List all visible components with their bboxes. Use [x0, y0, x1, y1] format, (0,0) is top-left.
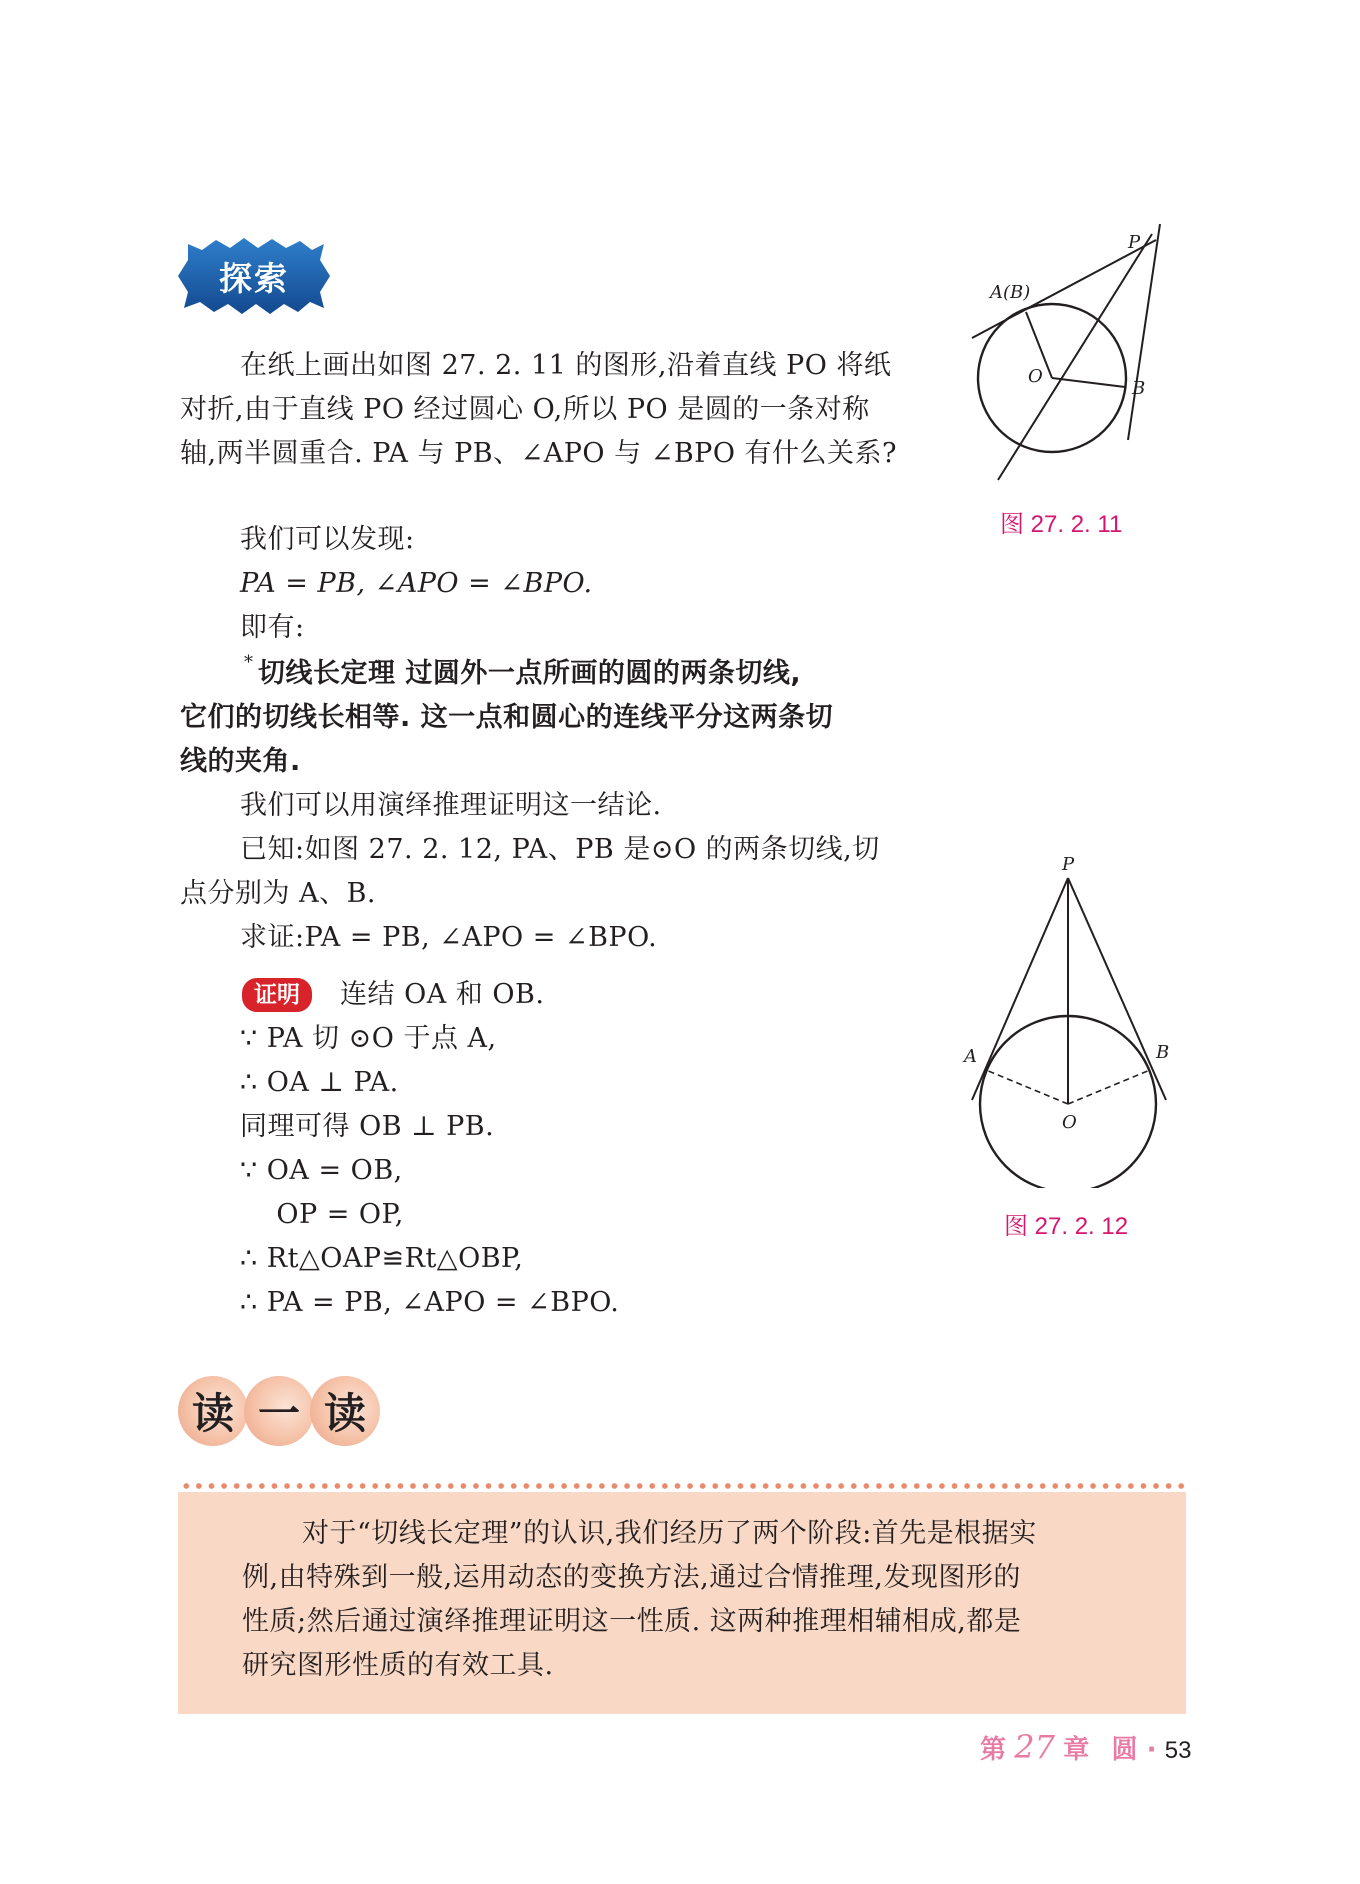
fig1-label-b: B: [1132, 378, 1146, 399]
reading-box: [178, 1492, 1186, 1714]
proof-step-4: ∵ OA = OB,: [240, 1155, 403, 1186]
footer-chapter-prefix: 第: [980, 1735, 1007, 1765]
reading-dotted-divider: [180, 1483, 1185, 1489]
fig2-radius-ob: [1068, 1070, 1150, 1104]
fig2-radius-oa: [986, 1070, 1068, 1104]
reading-line-4: 研究图形性质的有效工具.: [242, 1650, 554, 1681]
given-line-1: 已知:如图 27. 2. 12, PA、PB 是⊙O 的两条切线,切: [240, 834, 880, 865]
proof-step-6: ∴ Rt△OAP≌Rt△OBP,: [240, 1243, 524, 1274]
proof-step-7: ∴ PA = PB, ∠APO = ∠BPO.: [240, 1287, 620, 1318]
given-line-2: 点分别为 A、B.: [180, 878, 377, 909]
fig2-tangent-pb: [1068, 878, 1166, 1100]
footer-page-number: 53: [1164, 1737, 1192, 1764]
footer-chapter-number: 27: [1014, 1728, 1055, 1766]
theorem-line-2: 它们的切线长相等. 这一点和圆心的连线平分这两条切: [180, 702, 834, 733]
figure-27-2-12: [958, 848, 1178, 1188]
fig2-label-b: B: [1156, 1042, 1170, 1063]
fig2-tangent-pa: [972, 878, 1068, 1100]
theorem-star: *: [244, 652, 253, 673]
theorem-line-1: 切线长定理 过圆外一点所画的圆的两条切线,: [258, 658, 802, 689]
finding-intro: 我们可以发现:: [240, 524, 415, 555]
proof-first-step: 连结 OA 和 OB.: [340, 979, 545, 1010]
fig1-radius-ob: [1052, 378, 1125, 387]
intro-line-1: 在纸上画出如图 27. 2. 11 的图形,沿着直线 PO 将纸: [240, 350, 892, 381]
finding-result: PA = PB, ∠APO = ∠BPO.: [240, 568, 593, 599]
finding-so: 即有:: [240, 612, 305, 643]
figure-27-2-12-caption: 图 27. 2. 12: [1004, 1213, 1129, 1240]
fig1-label-p: P: [1128, 232, 1141, 253]
explore-badge: [178, 236, 330, 316]
footer-chapter-suffix: 章: [1063, 1735, 1090, 1765]
fig2-label-o: O: [1062, 1112, 1077, 1133]
reading-line-3: 性质;然后通过演绎推理证明这一性质. 这两种推理相辅相成,都是: [242, 1606, 1022, 1637]
fig2-label-p: P: [1062, 854, 1075, 875]
fig1-label-ab: A(B): [990, 282, 1031, 303]
proof-step-1: ∵ PA 切 ⊙O 于点 A,: [240, 1023, 497, 1054]
intro-line-3: 轴,两半圆重合. PA 与 PB、∠APO 与 ∠BPO 有什么关系?: [180, 438, 898, 469]
footer-chapter-title: 圆 ·: [1111, 1735, 1157, 1765]
proof-step-3: 同理可得 OB ⊥ PB.: [240, 1111, 495, 1142]
reading-line-2: 例,由特殊到一般,运用动态的变换方法,通过合情推理,发现图形的: [242, 1562, 1021, 1593]
fig1-label-o: O: [1028, 366, 1043, 387]
fig1-tangent-pb: [1128, 224, 1160, 440]
figure-27-2-11-caption: 图 27. 2. 11: [1000, 511, 1123, 538]
fig1-line-po: [998, 234, 1152, 480]
read-char-3: 读: [310, 1376, 380, 1446]
figure-27-2-11: [960, 218, 1170, 488]
theorem-line-3: 线的夹角.: [180, 746, 301, 777]
fig2-label-a: A: [964, 1046, 977, 1067]
proof-step-5: OP = OP,: [240, 1199, 404, 1230]
read-char-2: 一: [244, 1376, 314, 1446]
deductive-statement: 我们可以用演绎推理证明这一结论.: [240, 790, 662, 821]
reading-line-1: 对于“切线长定理”的认识,我们经历了两个阶段:首先是根据实: [302, 1518, 1037, 1549]
explore-badge-label: 探索: [219, 258, 289, 298]
intro-line-2: 对折,由于直线 PO 经过圆心 O,所以 PO 是圆的一条对称: [180, 394, 870, 425]
page-footer: [980, 1728, 1191, 1766]
proof-badge: 证明: [242, 978, 312, 1012]
read-char-1: 读: [178, 1376, 248, 1446]
proof-step-2: ∴ OA ⊥ PA.: [240, 1067, 399, 1098]
prove-statement: 求证:PA = PB, ∠APO = ∠BPO.: [240, 922, 658, 953]
